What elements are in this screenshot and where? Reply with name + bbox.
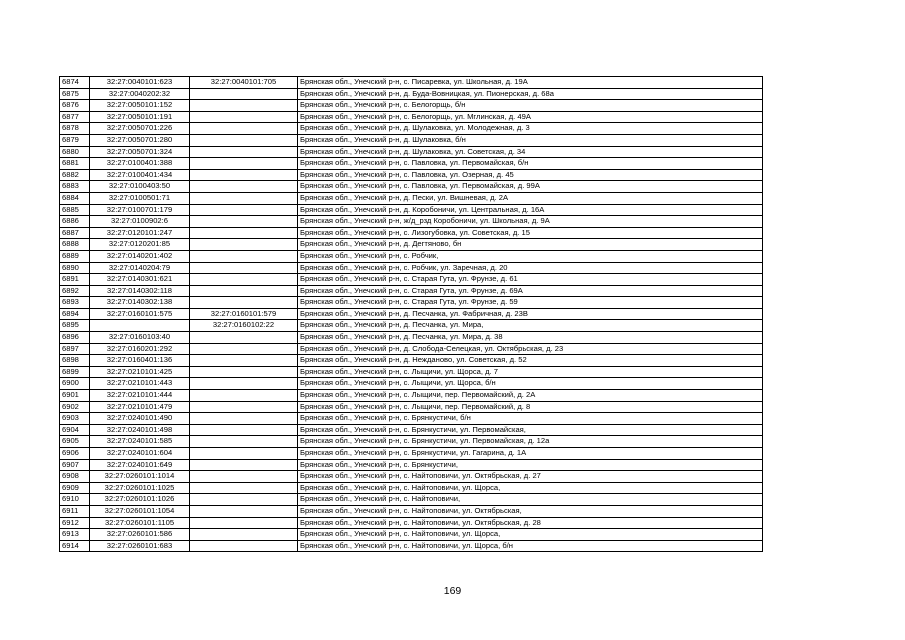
- address: Брянская обл., Унечский р-н, с. Белогорщь, ул. Мглинская, д. 49А: [298, 111, 763, 123]
- related-cadastral-number: [190, 436, 298, 448]
- related-cadastral-number: [190, 216, 298, 228]
- table-row: [60, 540, 763, 552]
- row-number: 6891: [60, 274, 90, 286]
- table-row: [60, 134, 763, 146]
- row-number: 6911: [60, 505, 90, 517]
- cadastral-number: 32:27:0240101:498: [90, 424, 190, 436]
- cadastral-number: 32:27:0260101:683: [90, 540, 190, 552]
- cadastral-number: 32:27:0100401:388: [90, 158, 190, 170]
- row-number: 6907: [60, 459, 90, 471]
- related-cadastral-number: [190, 540, 298, 552]
- table-row: [60, 216, 763, 228]
- table-row: [60, 505, 763, 517]
- address: Брянская обл., Унечский р-н, с. Павловка, ул. Озерная, д. 45: [298, 169, 763, 181]
- row-number: 6910: [60, 494, 90, 506]
- cadastral-number: 32:27:0100902:6: [90, 216, 190, 228]
- address: Брянская обл., Унечский р-н, с. Найтоповичи, ул. Щорса,: [298, 529, 763, 541]
- table-row: [60, 262, 763, 274]
- related-cadastral-number: [190, 88, 298, 100]
- row-number: 6889: [60, 250, 90, 262]
- related-cadastral-number: [190, 494, 298, 506]
- address: Брянская обл., Унечский р-н, с. Писаревка, ул. Школьная, д. 19А: [298, 77, 763, 89]
- cadastral-number: 32:27:0140201:402: [90, 250, 190, 262]
- address: Брянская обл., Унечский р-н, с. Старая Гута, ул. Фрунзе, д. 69А: [298, 285, 763, 297]
- table-row: [60, 77, 763, 89]
- cadastral-number: 32:27:0160101:575: [90, 308, 190, 320]
- address: Брянская обл., Унечский р-н, с. Старая Гута, ул. Фрунзе, д. 59: [298, 297, 763, 309]
- cadastral-number: 32:27:0210101:443: [90, 378, 190, 390]
- related-cadastral-number: [190, 413, 298, 425]
- address: Брянская обл., Унечский р-н, с. Брянкустичи, б/н: [298, 413, 763, 425]
- related-cadastral-number: [190, 459, 298, 471]
- cadastral-number: 32:27:0260101:1105: [90, 517, 190, 529]
- address: Брянская обл., Унечский р-н, д. Нежданово, ул. Советская, д. 52: [298, 355, 763, 367]
- related-cadastral-number: [190, 517, 298, 529]
- cadastral-number: 32:27:0100701:179: [90, 204, 190, 216]
- table-row: [60, 482, 763, 494]
- cadastral-number: 32:27:0140302:118: [90, 285, 190, 297]
- address: Брянская обл., Унечский р-н, с. Найтоповичи, ул. Октябрьская,: [298, 505, 763, 517]
- related-cadastral-number: [190, 448, 298, 460]
- related-cadastral-number: [190, 134, 298, 146]
- row-number: 6912: [60, 517, 90, 529]
- address: Брянская обл., Унечский р-н, с. Найтоповичи,: [298, 494, 763, 506]
- cadastral-number: 32:27:0260101:586: [90, 529, 190, 541]
- row-number: 6879: [60, 134, 90, 146]
- related-cadastral-number: [190, 274, 298, 286]
- table-row: [60, 320, 763, 332]
- related-cadastral-number: [190, 401, 298, 413]
- table-row: [60, 390, 763, 402]
- related-cadastral-number: [190, 343, 298, 355]
- table-row: [60, 366, 763, 378]
- address: Брянская обл., Унечский р-н, с. Лыщичи, ул. Щорса, д. 7: [298, 366, 763, 378]
- row-number: 6876: [60, 100, 90, 112]
- related-cadastral-number: [190, 297, 298, 309]
- cadastral-number: 32:27:0160401:136: [90, 355, 190, 367]
- table-row: [60, 343, 763, 355]
- row-number: 6908: [60, 471, 90, 483]
- related-cadastral-number: [190, 424, 298, 436]
- related-cadastral-number: [190, 158, 298, 170]
- cadastral-number: 32:27:0040202:32: [90, 88, 190, 100]
- address: Брянская обл., Унечский р-н, д. Дегтяново, бн: [298, 239, 763, 251]
- related-cadastral-number: [190, 285, 298, 297]
- related-cadastral-number: [190, 529, 298, 541]
- registry-table: [59, 76, 763, 552]
- related-cadastral-number: [190, 355, 298, 367]
- table-row: [60, 332, 763, 344]
- table-row: [60, 204, 763, 216]
- address: Брянская обл., Унечский р-н, с. Брянкустичи, ул. Первомайская,: [298, 424, 763, 436]
- address: Брянская обл., Унечский р-н, с. Старая Гута, ул. Фрунзе, д. 61: [298, 274, 763, 286]
- related-cadastral-number: [190, 146, 298, 158]
- related-cadastral-number: [190, 227, 298, 239]
- cadastral-number: 32:27:0160103:40: [90, 332, 190, 344]
- row-number: 6894: [60, 308, 90, 320]
- address: Брянская обл., Унечский р-н, с. Лизогубовка, ул. Советская, д. 15: [298, 227, 763, 239]
- row-number: 6902: [60, 401, 90, 413]
- table-row: [60, 158, 763, 170]
- address: Брянская обл., Унечский р-н, с. Лыщичи, ул. Щорса, б/н: [298, 378, 763, 390]
- row-number: 6875: [60, 88, 90, 100]
- cadastral-number: 32:27:0240101:490: [90, 413, 190, 425]
- cadastral-number: 32:27:0260101:1025: [90, 482, 190, 494]
- table-row: [60, 227, 763, 239]
- row-number: 6897: [60, 343, 90, 355]
- address: Брянская обл., Унечский р-н, с. Робчик,: [298, 250, 763, 262]
- related-cadastral-number: 32:27:0160101:579: [190, 308, 298, 320]
- address: Брянская обл., Унечский р-н, д. Шулаковка, ул. Советская, д. 34: [298, 146, 763, 158]
- page-number: 169: [443, 585, 462, 597]
- table-row: [60, 424, 763, 436]
- related-cadastral-number: [190, 366, 298, 378]
- table-row: [60, 297, 763, 309]
- address: Брянская обл., Унечский р-н, д. Песчанка, ул. Мира,: [298, 320, 763, 332]
- table-row: [60, 123, 763, 135]
- row-number: 6906: [60, 448, 90, 460]
- related-cadastral-number: [190, 262, 298, 274]
- cadastral-number: 32:27:0260101:1014: [90, 471, 190, 483]
- cadastral-number: 32:27:0120101:247: [90, 227, 190, 239]
- address: Брянская обл., Унечский р-н, с. Лыщичи, пер. Первомайский, д. 2А: [298, 390, 763, 402]
- related-cadastral-number: [190, 192, 298, 204]
- table-row: [60, 471, 763, 483]
- address: Брянская обл., Унечский р-н, с. Белогорщь, б/н: [298, 100, 763, 112]
- table-row: [60, 355, 763, 367]
- cadastral-number: 32:27:0100501:71: [90, 192, 190, 204]
- row-number: 6883: [60, 181, 90, 193]
- address: Брянская обл., Унечский р-н, с. Найтоповичи, ул. Октябрьская, д. 28: [298, 517, 763, 529]
- cadastral-number: 32:27:0050701:280: [90, 134, 190, 146]
- related-cadastral-number: [190, 169, 298, 181]
- table-row: [60, 274, 763, 286]
- related-cadastral-number: [190, 100, 298, 112]
- table-row: [60, 529, 763, 541]
- related-cadastral-number: [190, 250, 298, 262]
- table-row: [60, 146, 763, 158]
- cadastral-number: 32:27:0140302:138: [90, 297, 190, 309]
- cadastral-number: 32:27:0050101:191: [90, 111, 190, 123]
- row-number: 6903: [60, 413, 90, 425]
- row-number: 6892: [60, 285, 90, 297]
- address: Брянская обл., Унечский р-н, д. Песчанка, ул. Мира, д. 38: [298, 332, 763, 344]
- cadastral-number: 32:27:0050101:152: [90, 100, 190, 112]
- table-row: [60, 448, 763, 460]
- address: Брянская обл., Унечский р-н, ж/д_рзд Коробоничи, ул. Школьная, д. 9А: [298, 216, 763, 228]
- related-cadastral-number: [190, 181, 298, 193]
- table-row: [60, 459, 763, 471]
- row-number: 6898: [60, 355, 90, 367]
- cadastral-number: 32:27:0260101:1054: [90, 505, 190, 517]
- table-row: [60, 308, 763, 320]
- row-number: 6909: [60, 482, 90, 494]
- related-cadastral-number: [190, 482, 298, 494]
- related-cadastral-number: 32:27:0040101:705: [190, 77, 298, 89]
- table-row: [60, 401, 763, 413]
- cadastral-number: 32:27:0140301:621: [90, 274, 190, 286]
- table-row: [60, 436, 763, 448]
- address: Брянская обл., Унечский р-н, д. Слобода-Селецкая, ул. Октябрьская, д. 23: [298, 343, 763, 355]
- address: Брянская обл., Унечский р-н, д. Буда-Вовницкая, ул. Пионерская, д. 68а: [298, 88, 763, 100]
- table-row: [60, 111, 763, 123]
- table-row: [60, 517, 763, 529]
- related-cadastral-number: [190, 505, 298, 517]
- row-number: 6893: [60, 297, 90, 309]
- address: Брянская обл., Унечский р-н, д. Коробоничи, ул. Центральная, д. 16А: [298, 204, 763, 216]
- cadastral-number: 32:27:0140204:79: [90, 262, 190, 274]
- cadastral-number: 32:27:0100403:50: [90, 181, 190, 193]
- row-number: 6877: [60, 111, 90, 123]
- table-row: [60, 250, 763, 262]
- cadastral-number: 32:27:0160201:292: [90, 343, 190, 355]
- address: Брянская обл., Унечский р-н, с. Лыщичи, пер. Первомайский, д. 8: [298, 401, 763, 413]
- table-row: [60, 192, 763, 204]
- address: Брянская обл., Унечский р-н, с. Найтоповичи, ул. Щорса,: [298, 482, 763, 494]
- address: Брянская обл., Унечский р-н, д. Песчанка, ул. Фабричная, д. 23В: [298, 308, 763, 320]
- cadastral-number: 32:27:0210101:444: [90, 390, 190, 402]
- related-cadastral-number: [190, 123, 298, 135]
- registry-table-body: [60, 77, 763, 552]
- cadastral-number: 32:27:0240101:585: [90, 436, 190, 448]
- row-number: 6896: [60, 332, 90, 344]
- cadastral-number: 32:27:0260101:1026: [90, 494, 190, 506]
- row-number: 6900: [60, 378, 90, 390]
- cadastral-number: 32:27:0240101:649: [90, 459, 190, 471]
- address: Брянская обл., Унечский р-н, д. Шулаковка, б/н: [298, 134, 763, 146]
- row-number: 6905: [60, 436, 90, 448]
- row-number: 6899: [60, 366, 90, 378]
- row-number: 6904: [60, 424, 90, 436]
- row-number: 6914: [60, 540, 90, 552]
- row-number: 6874: [60, 77, 90, 89]
- address: Брянская обл., Унечский р-н, с. Павловка, ул. Первомайская, д. 99А: [298, 181, 763, 193]
- table-row: [60, 169, 763, 181]
- row-number: 6913: [60, 529, 90, 541]
- cadastral-number: 32:27:0210101:479: [90, 401, 190, 413]
- table-row: [60, 378, 763, 390]
- row-number: 6881: [60, 158, 90, 170]
- table-row: [60, 100, 763, 112]
- table-row: [60, 88, 763, 100]
- row-number: 6901: [60, 390, 90, 402]
- address: Брянская обл., Унечский р-н, с. Брянкустичи,: [298, 459, 763, 471]
- row-number: 6886: [60, 216, 90, 228]
- row-number: 6895: [60, 320, 90, 332]
- row-number: 6882: [60, 169, 90, 181]
- address: Брянская обл., Унечский р-н, с. Павловка, ул. Первомайская, б/н: [298, 158, 763, 170]
- cadastral-number: 32:27:0050701:324: [90, 146, 190, 158]
- cadastral-number: 32:27:0040101:623: [90, 77, 190, 89]
- related-cadastral-number: [190, 378, 298, 390]
- table-row: [60, 181, 763, 193]
- related-cadastral-number: [190, 332, 298, 344]
- row-number: 6890: [60, 262, 90, 274]
- address: Брянская обл., Унечский р-н, с. Найтоповичи, ул. Щорса, б/н: [298, 540, 763, 552]
- table-row: [60, 285, 763, 297]
- cadastral-number: 32:27:0100401:434: [90, 169, 190, 181]
- address: Брянская обл., Унечский р-н, д. Шулаковка, ул. Молодежная, д. 3: [298, 123, 763, 135]
- address: Брянская обл., Унечский р-н, д. Пески, ул. Вишневая, д. 2А: [298, 192, 763, 204]
- cadastral-number: [90, 320, 190, 332]
- address: Брянская обл., Унечский р-н, с. Брянкустичи, ул. Гагарина, д. 1А: [298, 448, 763, 460]
- row-number: 6887: [60, 227, 90, 239]
- row-number: 6880: [60, 146, 90, 158]
- row-number: 6888: [60, 239, 90, 251]
- table-row: [60, 239, 763, 251]
- cadastral-number: 32:27:0120201:85: [90, 239, 190, 251]
- address: Брянская обл., Унечский р-н, с. Робчик, ул. Заречная, д. 20: [298, 262, 763, 274]
- related-cadastral-number: [190, 239, 298, 251]
- address: Брянская обл., Унечский р-н, с. Брянкустичи, ул. Первомайская, д. 12а: [298, 436, 763, 448]
- cadastral-number: 32:27:0050701:226: [90, 123, 190, 135]
- address: Брянская обл., Унечский р-н, с. Найтоповичи, ул. Октябрьская, д. 27: [298, 471, 763, 483]
- table-row: [60, 494, 763, 506]
- cadastral-number: 32:27:0210101:425: [90, 366, 190, 378]
- row-number: 6885: [60, 204, 90, 216]
- row-number: 6884: [60, 192, 90, 204]
- related-cadastral-number: [190, 111, 298, 123]
- table-row: [60, 413, 763, 425]
- related-cadastral-number: [190, 204, 298, 216]
- related-cadastral-number: [190, 390, 298, 402]
- row-number: 6878: [60, 123, 90, 135]
- cadastral-number: 32:27:0240101:604: [90, 448, 190, 460]
- related-cadastral-number: 32:27:0160102:22: [190, 320, 298, 332]
- related-cadastral-number: [190, 471, 298, 483]
